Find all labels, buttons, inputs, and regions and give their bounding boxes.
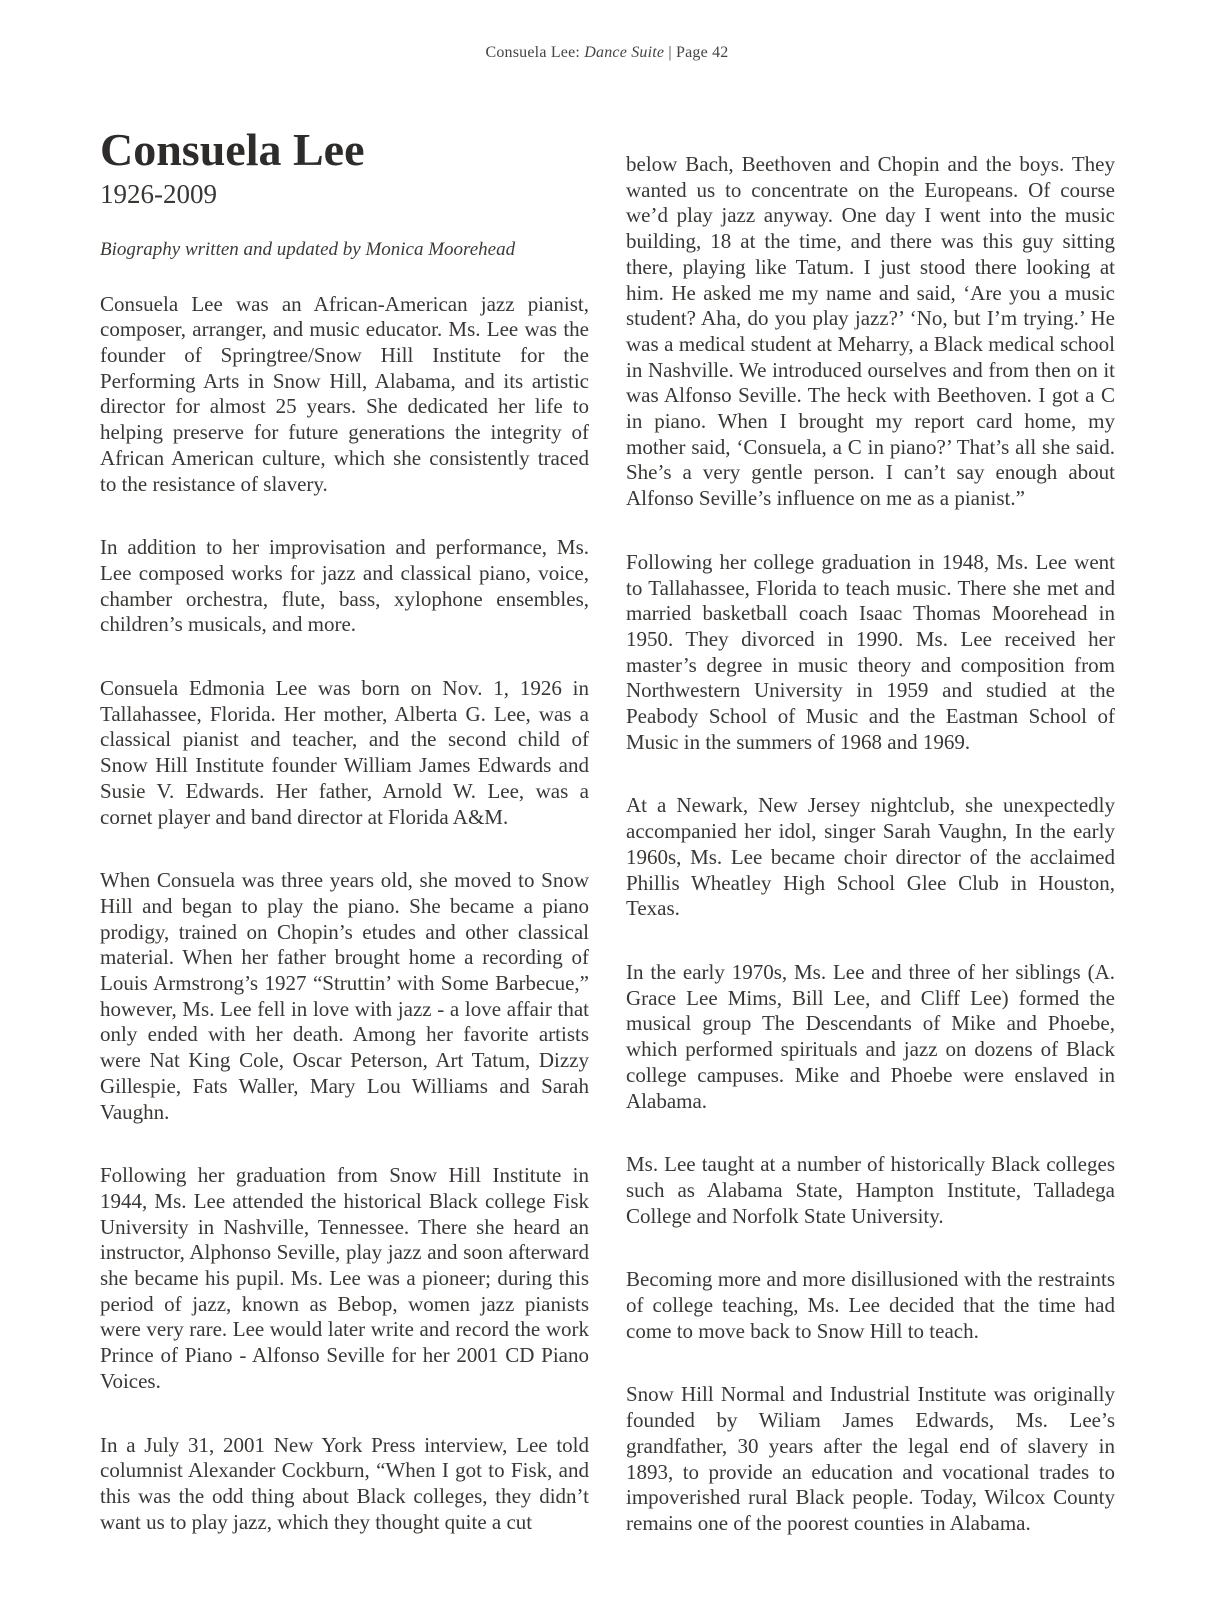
body-paragraph: Snow Hill Normal and Industrial Institute was originally founded by Wiliam James Edwards, Ms. Lee’s grandfather, 30 years after the legal end of slavery in 1893, to provide an education and vocational trades to impoverished rural Black people. Today, Wilcox County remains one of the poorest counties in Alabama.	[626, 1382, 1115, 1535]
body-paragraph: In addition to her improvisation and performance, Ms. Lee composed works for jazz and classical piano, voice, chamber orchestra, flute, bass, xylophone ensembles, children’s musicals, and more.	[100, 535, 589, 637]
left-column	[100, 126, 589, 1573]
body-paragraph: In the early 1970s, Ms. Lee and three of her siblings (A. Grace Lee Mims, Bill Lee, and Cliff Lee) formed the musical group The Descendants of Mike and Phoebe, which performed spirituals and jazz on dozens of Black college campuses. Mike and Phoebe were enslaved in Alabama.	[626, 959, 1115, 1113]
body-paragraph: Ms. Lee taught at a number of historically Black colleges such as Alabama State, Hampton Institute, Talladega College and Norfolk State University.	[626, 1152, 1115, 1228]
header-author-title: Consuela Lee:	[485, 44, 585, 61]
right-column	[626, 152, 1115, 1575]
page-title: Consuela Lee	[100, 124, 365, 175]
body-paragraph: At a Newark, New Jersey nightclub, she unexpectedly accompanied her idol, singer Sarah Vaughn, In the early 1960s, Ms. Lee became choir director of the acclaimed Phillis Wheatley High School Glee Club in Houston, Texas.	[626, 793, 1115, 921]
body-paragraph: Following her graduation from Snow Hill Institute in 1944, Ms. Lee attended the historical Black college Fisk University in Nashville, Tennessee. There she heard an instructor, Alphonso Seville, play jazz and soon afterward she became his pupil. Ms. Lee was a pioneer; during this period of jazz, known as Bebop, women jazz pianists were very rare. Lee would later write and record the work Prince of Piano - Alfonso Seville for her 2001 CD Piano Voices.	[100, 1163, 589, 1393]
running-header	[0, 44, 1214, 62]
byline: Biography written and updated by Monica Moorehead	[100, 238, 516, 260]
body-paragraph: Becoming more and more disillusioned with the restraints of college teaching, Ms. Lee decided that the time had come to move back to Snow Hill to teach.	[626, 1267, 1115, 1343]
body-paragraph: Consuela Lee was an African-American jazz pianist, composer, arranger, and music educator. Ms. Lee was the founder of Springtree/Snow Hill Institute for the Performing Arts in Snow Hill, Alabama, and its artistic director for almost 25 years. She dedicated her life to helping preserve for future generations the integrity of African American culture, which she consistently traced to the resistance of slavery.	[100, 291, 589, 496]
life-years: 1926-2009	[100, 178, 217, 209]
body-paragraph: below Bach, Beethoven and Chopin and the boys. They wanted us to concentrate on the Europeans. Of course we’d play jazz anyway. One day I went into the music building, 18 at the time, and there was this guy sitting there, playing like Tatum. I just stood there looking at him. He asked me my name and said, ‘Are you a music student? Aha, do you play jazz?’ ‘No, but I’m trying.’ He was a medical student at Meharry, a Black medical school in Nashville. We introduced ourselves and from then on it was Alfonso Seville. The heck with Beethoven. I got a C in piano. When I brought my report card home, my mother said, ‘Consuela, a C in piano?’ That’s all she said. She’s a very gentle person. I can’t say enough about Alfonso Seville’s influence on me as a pianist.”	[626, 152, 1115, 511]
body-paragraph: Following her college graduation in 1948, Ms. Lee went to Tallahassee, Florida to teach music. There she met and married basketball coach Isaac Thomas Moorehead in 1950. They divorced in 1990. Ms. Lee received her master’s degree in music theory and composition from Northwestern University in 1959 and studied at the Peabody School of Music and the Eastman School of Music in the summers of 1968 and 1969.	[626, 549, 1115, 754]
body-paragraph: Consuela Edmonia Lee was born on Nov. 1, 1926 in Tallahassee, Florida. Her mother, Alberta G. Lee, was a classical pianist and teacher, and the second child of Snow Hill Institute founder William James Edwards and Susie V. Edwards. Her father, Arnold W. Lee, was a cornet player and band director at Florida A&M.	[100, 676, 589, 829]
header-page-number: | Page 42	[664, 44, 729, 61]
body-paragraph: In a July 31, 2001 New York Press interview, Lee told columnist Alexander Cockburn, “When I got to Fisk, and this was the odd thing about Black colleges, they didn’t want us to play jazz, which they thought quite a cut	[100, 1432, 589, 1534]
body-paragraph: When Consuela was three years old, she moved to Snow Hill and began to play the piano. She became a piano prodigy, trained on Chopin’s etudes and other classical material. When her father brought home a recording of Louis Armstrong’s 1927 “Struttin’ with Some Barbecue,” however, Ms. Lee fell in love with jazz - a love affair that only ended with her death. Among her favorite artists were Nat King Cole, Oscar Peterson, Art Tatum, Dizzy Gillespie, Fats Waller, Mary Lou Williams and Sarah Vaughn.	[100, 868, 589, 1124]
header-book-title: Dance Suite	[584, 44, 665, 61]
